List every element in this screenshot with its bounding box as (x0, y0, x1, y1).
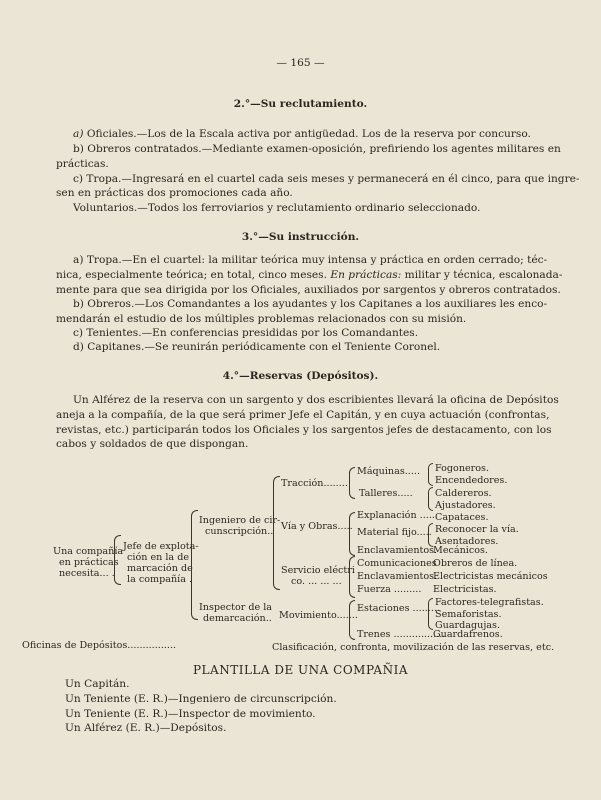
diagram-asentadores: Asentadores. (435, 536, 499, 547)
section-title-instruccion: 3.°—Su instrucción. (241, 231, 360, 243)
diagram-enclavamientos-1: Enclavamientos. (357, 545, 438, 556)
paragraph-oficiales (73, 127, 531, 141)
diagram-electricistas: Electricistas. (433, 584, 497, 595)
diagram-electricistas-mecanicos: Electricistas mecánicos (433, 571, 548, 582)
plantilla-line: Un Capitán. (65, 678, 130, 690)
diagram-capataces: Capataces. (435, 512, 489, 523)
brace (428, 523, 433, 547)
brace (349, 556, 355, 598)
plantilla-title: PLANTILLA DE UNA COMPAÑIA (192, 663, 408, 677)
section-title-reservas: 4.°—Reservas (Depósitos). (222, 370, 379, 382)
diagram-reconocer-via: Reconocer la vía. (435, 524, 519, 535)
diagram-jefe-line: Jefe de explota- (123, 541, 199, 552)
text-run: militar y técnica, escalonada- (401, 269, 563, 281)
diagram-inspector-line: demarcación.. (203, 613, 272, 624)
brace (428, 463, 433, 486)
brace (349, 600, 355, 640)
diagram-ingeniero-line: Ingeniero de cir- (199, 515, 281, 526)
diagram-enclavamientos-2: Enclavamientos. (357, 571, 438, 582)
brace (191, 510, 198, 620)
diagram-comunicaciones: Comunicaciones (357, 558, 437, 569)
diagram-movimiento: Movimiento....... (279, 610, 358, 621)
paragraph-tropa-line1: c) Tropa.—Ingresará en el cuartel cada seis meses y permanecerá en él cinco, para que ingre- (73, 173, 580, 185)
diagram-guardagujas: Guardagujas. (435, 620, 500, 631)
diagram-mecanicos: Mecánicos. (433, 545, 488, 556)
diagram-jefe (123, 541, 199, 585)
brace (273, 476, 280, 590)
page-number: — 165 — (276, 57, 325, 69)
diagram-inspector (199, 602, 272, 624)
item-text: Oficiales.—Los de la Escala activa por antigüedad. Los de la reserva por concurso. (83, 128, 531, 140)
diagram-root-line: en prácticas (59, 557, 119, 568)
paragraph-reservas-line3: revistas, etc.) participarán todos los Oficiales y los sargentos jefes de destacamento, con los (56, 424, 552, 436)
diagram-talleres: Talleres..... (359, 488, 413, 499)
paragraph-instruccion-capitanes: d) Capitanes.—Se reunirán periódicamente con el Teniente Coronel. (73, 341, 441, 353)
paragraph-reservas-line2: aneja a la compañía, de la que será primer Jefe el Capitán, y en cuya actuación (confrontas, (56, 409, 550, 421)
diagram-ingeniero (199, 515, 280, 537)
plantilla-line: Un Teniente (E. R.)—Inspector de movimiento. (65, 708, 316, 720)
paragraph-instruccion-obreros-line1: b) Obreros.—Los Comandantes a los ayudantes y los Capitanes a los auxiliares les enco- (73, 298, 548, 310)
diagram-obreros-linea: Obreros de línea. (433, 558, 518, 569)
diagram-semaforistas: Semaforistas. (435, 609, 502, 620)
brace (114, 535, 121, 585)
diagram-estaciones: Estaciones ......... (357, 603, 440, 614)
paragraph-tropa-line2: sen en prácticas dos promociones cada año. (56, 187, 293, 199)
diagram-guardafrenos: Guardafrenos. (433, 629, 503, 640)
diagram-maquinas: Máquinas..... (357, 466, 421, 477)
diagram-servicio-line: co. ... ... ... (291, 576, 342, 587)
diagram-caldereros: Caldereros. (435, 488, 492, 499)
paragraph-voluntarios: Voluntarios.—Todos los ferroviarios y reclutamiento ordinario seleccionado. (73, 202, 481, 214)
diagram-oficinas-desc: Clasificación, confronta, movilización de las reservas, etc. (272, 642, 555, 653)
diagram-fogoneros: Fogoneros. (435, 463, 490, 474)
diagram-factores: Factores-telegrafistas. (435, 597, 544, 608)
diagram-fuerza: Fuerza ......... (357, 584, 422, 595)
plantilla-line: Un Teniente (E. R.)—Ingeniero de circunscripción. (65, 693, 337, 705)
diagram-ajustadores: Ajustadores. (435, 500, 496, 511)
paragraph-obreros-line1: b) Obreros contratados.—Mediante examen-oposición, prefiriendo los agentes militares en (73, 143, 561, 155)
diagram-root (53, 546, 123, 579)
brace (349, 467, 355, 499)
paragraph-obreros-line2: prácticas. (56, 158, 109, 170)
diagram-inspector-line: Inspector de la (199, 602, 273, 613)
paragraph-reservas-line1: Un Alférez de la reserva con un sargento y dos escribientes llevará la oficina de Depósitos (73, 394, 559, 406)
paragraph-instruccion-tropa-line1: a) Tropa.—En el cuartel: la militar teórica muy intensa y práctica en orden cerrado; téc- (73, 254, 548, 266)
diagram-ingeniero-line: cunscripción.. (205, 526, 274, 537)
diagram-servicio-electrico (281, 565, 355, 587)
diagram-jefe-line: marcación de (127, 563, 193, 574)
brace (428, 598, 433, 630)
diagram-via-obras: Vía y Obras..... (281, 521, 353, 532)
diagram-servicio-line: Servicio eléctri (281, 565, 355, 576)
paragraph-instruccion-tropa-line3: mente para que sea dirigida por los Oficiales, auxiliados por sargentos y obreros contratados. (56, 284, 561, 296)
diagram-material-fijo: Material fijo..... (357, 527, 432, 538)
diagram-jefe-line: la compañía . (127, 574, 193, 585)
brace (349, 512, 355, 556)
paragraph-reservas-line4: cabos y soldados de que dispongan. (56, 438, 249, 450)
diagram-trenes: Trenes ................. (357, 629, 446, 640)
paragraph-instruccion-tenientes: c) Tenientes.—En conferencias presididas por los Comandantes. (73, 327, 419, 339)
diagram-traccion: Tracción........ (281, 478, 348, 489)
plantilla-line: Un Alférez (E. R.)—Depósitos. (65, 722, 227, 734)
diagram-jefe-line: ción en la de (127, 552, 190, 563)
paragraph-instruccion-tropa-line2 (56, 268, 563, 282)
item-marker: a) (73, 128, 84, 140)
diagram-oficinas: Oficinas de Depósitos................ (22, 640, 177, 651)
diagram-root-line: Una compañía (53, 546, 124, 557)
section-title-reclutamiento: 2.°—Su reclutamiento. (233, 98, 368, 110)
paragraph-instruccion-obreros-line2: mendarán el estudio de los múltiples problemas relacionados con su misión. (56, 313, 467, 325)
diagram-explanacion: Explanación ..... (357, 510, 435, 521)
diagram-encendedores: Encendedores. (435, 475, 508, 486)
brace (428, 487, 433, 511)
text-run-italic: En prácticas: (327, 269, 402, 281)
text-run: nica, especialmente teórica; en total, cinco meses. (56, 269, 327, 281)
diagram-root-line: necesita... . (59, 568, 115, 579)
